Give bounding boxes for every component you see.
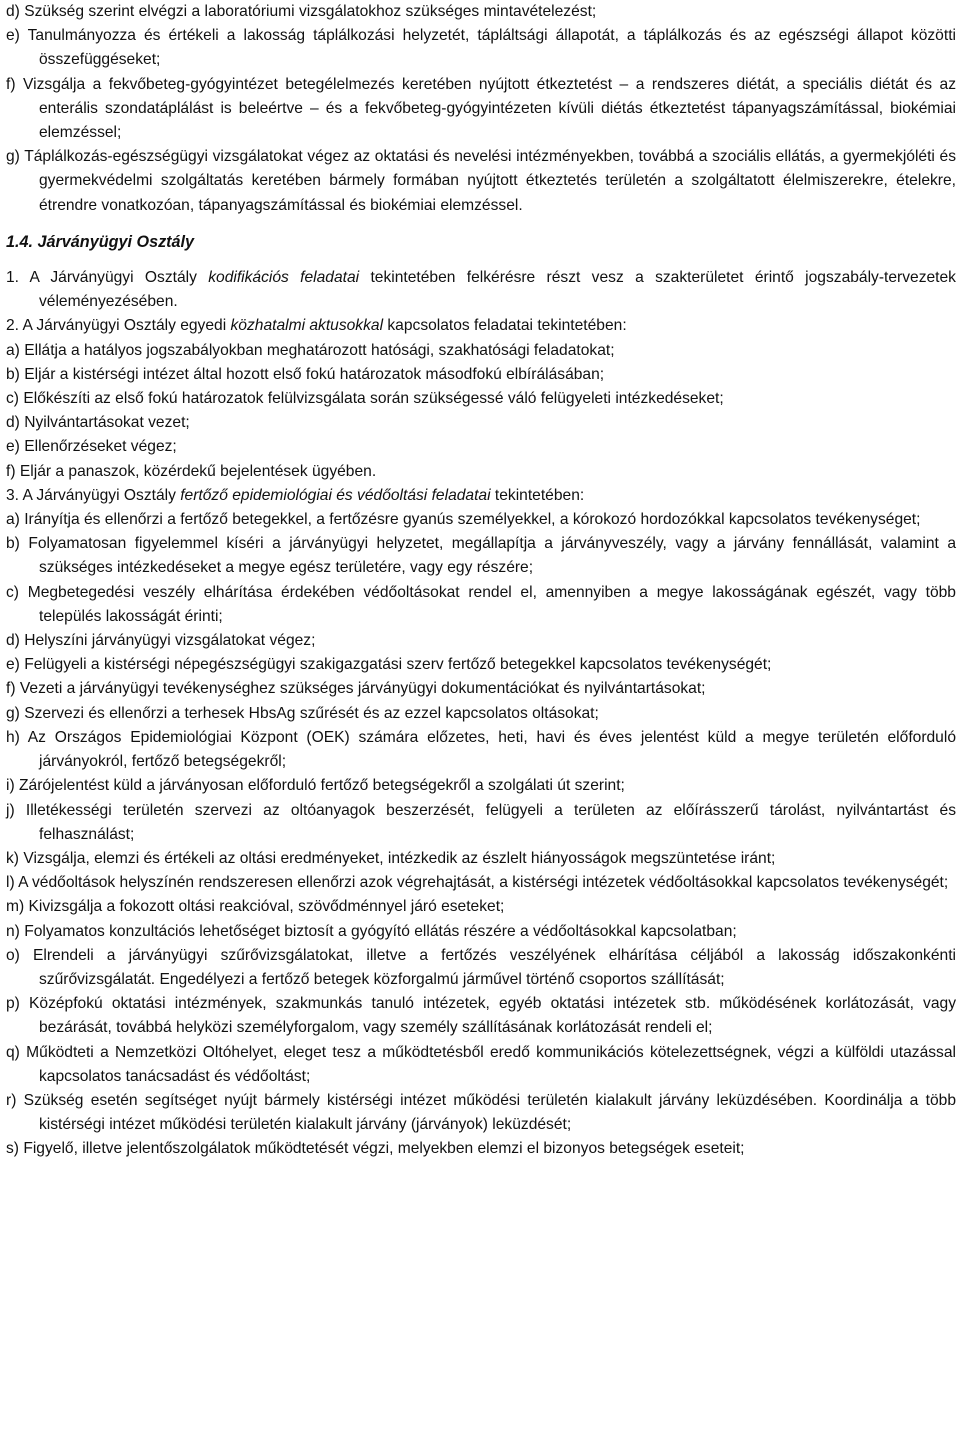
section-heading: 1.4. Járványügyi Osztály: [6, 232, 195, 251]
list-item: d) Helyszíni járványügyi vizsgálatokat végez;: [6, 632, 316, 650]
list-item: d) Nyilvántartásokat vezet;: [6, 414, 190, 432]
paragraph-text: kapcsolatos feladatai tekintetében:: [383, 317, 627, 335]
list-item: f) Vezeti a járványügyi tevékenységhez szükséges járványügyi dokumentációkat és nyilvántartásokat;: [6, 680, 706, 698]
paragraph-text: 2. A Járványügyi Osztály egyedi: [6, 317, 231, 335]
list-item: g) Táplálkozás-egészségügyi vizsgálatokat végez az oktatási és nevelési intézményekben, továbbá a szociális ellátás, a gyermekjóléti és gyermekvédelmi szolgáltatás keretében bármely formában nyújtott étkeztetés területén a szolgáltatott élelmiszerekre, ételekre, étrendre vonatkozóan, tápanyagszámítással és biokémiai elemzéssel.: [6, 148, 956, 214]
list-item: a) Irányítja és ellenőrzi a fertőző betegekkel, a fertőzésre gyanús személyekkel, a kórokozó hordozókkal kapcsolatos tevékenységet;: [6, 511, 921, 529]
paragraph-authority-acts: [6, 314, 956, 338]
list-item: a) Ellátja a hatályos jogszabályokban meghatározott hatósági, szakhatósági feladatokat;: [6, 341, 615, 359]
list-item: s) Figyelő, illetve jelentőszolgálatok működtetését végzi, melyekben elemzi el bizonyos betegségek eseteit;: [6, 1140, 745, 1158]
list-item: c) Előkészíti az első fokú határozatok felülvizsgálata során szükségessé váló felügyeleti intézkedéseket;: [6, 390, 724, 408]
task-list-epidemiology: [6, 508, 956, 1161]
list-item: e) Tanulmányozza és értékeli a lakosság táplálkozási helyzetét, tápláltsági állapotát, a táplálkozás és az egészségi állapot közötti összefüggéseket;: [6, 27, 956, 69]
list-item: b) Eljár a kistérségi intézet által hozott első fokú határozatok másodfokú elbírálásában;: [6, 365, 605, 383]
paragraph-text: 3. A Járványügyi Osztály: [6, 486, 181, 504]
task-list-nutrition: [6, 0, 956, 218]
list-item: c) Megbetegedési veszély elhárítása érdekében védőoltásokat rendel el, amennyiben a megye lakosságának egészét, vagy több település lakosságát érinti;: [6, 583, 956, 625]
list-item: d) Szükség szerint elvégzi a laboratóriumi vizsgálatokhoz szükséges mintavételezést;: [6, 3, 597, 20]
list-item: j) Illetékességi területén szervezi az oltóanyagok beszerzését, felügyeli a területen az előírásszerű tárolást, nyilvántartást és felhasználást;: [6, 801, 956, 843]
list-item: p) Középfokú oktatási intézmények, szakmunkás tanuló intézetek, egyéb oktatási intézetek stb. működésének korlátozását, vagy bezárását, továbbá helyközi személyforgalom, vagy személy szállításának korlátozását rendeli el;: [6, 995, 956, 1037]
list-item: q) Működteti a Nemzetközi Oltóhelyet, eleget tesz a működtetésből eredő kommunikációs kötelezettségnek, végzi a külföldi utazással kapcsolatos tanácsadást és védőoltást;: [6, 1043, 956, 1085]
emphasis-text: fertőző epidemiológiai és védőoltási feladatai: [180, 486, 491, 504]
list-item: r) Szükség esetén segítséget nyújt bármely kistérségi intézet működési területén kialakult járvány leküzdésében. Koordinálja a több kistérségi intézet működési területén kialakult járvány (járványok) leküzdését;: [6, 1091, 956, 1134]
list-item: e) Felügyeli a kistérségi népegészségügyi szakigazgatási szerv fertőző betegekkel kapcsolatos tevékenységét;: [6, 656, 772, 674]
list-item: o) Elrendeli a járványügyi szűrővizsgálatokat, illetve a fertőzés veszélyének elhárítása céljából a lakosság időszakonkénti szűrővizsgálatát. Engedélyezi a fertőző betegek közforgalmú járművel történő csoportos szállítását;: [6, 946, 956, 988]
paragraph-text: tekintetében felkérésre részt vesz a szakterületet érintő jogszabály-tervezetek véleményezésében.: [39, 269, 956, 311]
task-list-authority: [6, 339, 956, 484]
list-item: k) Vizsgálja, elemzi és értékeli az oltási eredményeket, intézkedik az észlelt hiányosságok megszüntetése iránt;: [6, 849, 776, 867]
list-item: g) Szervezi és ellenőrzi a terhesek HbsAg szűrését és az ezzel kapcsolatos oltásokat;: [6, 704, 599, 722]
list-item: h) Az Országos Epidemiológiai Központ (OEK) számára előzetes, heti, havi és éves jelentést küld a megye területén előforduló járványokról, fertőző betegségekről;: [6, 728, 956, 771]
list-item: f) Eljár a panaszok, közérdekű bejelentések ügyében.: [6, 462, 377, 480]
emphasis-text: közhatalmi aktusokkal: [230, 317, 384, 335]
list-item: n) Folyamatos konzultációs lehetőséget biztosít a gyógyító ellátás részére a védőoltásokkal kapcsolatban;: [6, 922, 737, 940]
paragraph-text: 1. A Járványügyi Osztály: [6, 269, 209, 287]
emphasis-text: kodifikációs feladatai: [208, 269, 360, 287]
list-item: e) Ellenőrzéseket végez;: [6, 438, 177, 456]
list-item: b) Folyamatosan figyelemmel kíséri a járványügyi helyzetet, megállapítja a járványveszély, vagy a járvány fennállását, valamint a szükséges intézkedéseket a megye egész területére, vagy egy részére;: [6, 535, 956, 577]
paragraph-text: tekintetében:: [490, 486, 585, 504]
list-item: l) A védőoltások helyszínén rendszeresen ellenőrzi azok végrehajtását, a kistérségi intézetek védőoltásokkal kapcsolatos tevékenységét;: [6, 874, 949, 892]
list-item: m) Kivizsgálja a fokozott oltási reakcióval, szövődménnyel járó eseteket;: [6, 898, 505, 916]
paragraph-codification: [6, 266, 956, 314]
list-item: i) Zárójelentést küld a járványosan előforduló fertőző betegségekről a szolgálati út szerint;: [6, 777, 625, 795]
list-item: f) Vizsgálja a fekvőbeteg-gyógyintézet betegélelmezés keretében nyújtott étkeztetést – a rendszeres diétát, a speciális diétát és az enterális szondatáplálást is beleértve – és a fekvőbeteg-gyógyintézeten kívüli diétás étkeztetést tápanyagszámítással, biokémiai elemzéssel;: [6, 75, 956, 142]
paragraph-epidemiology: [6, 484, 956, 508]
